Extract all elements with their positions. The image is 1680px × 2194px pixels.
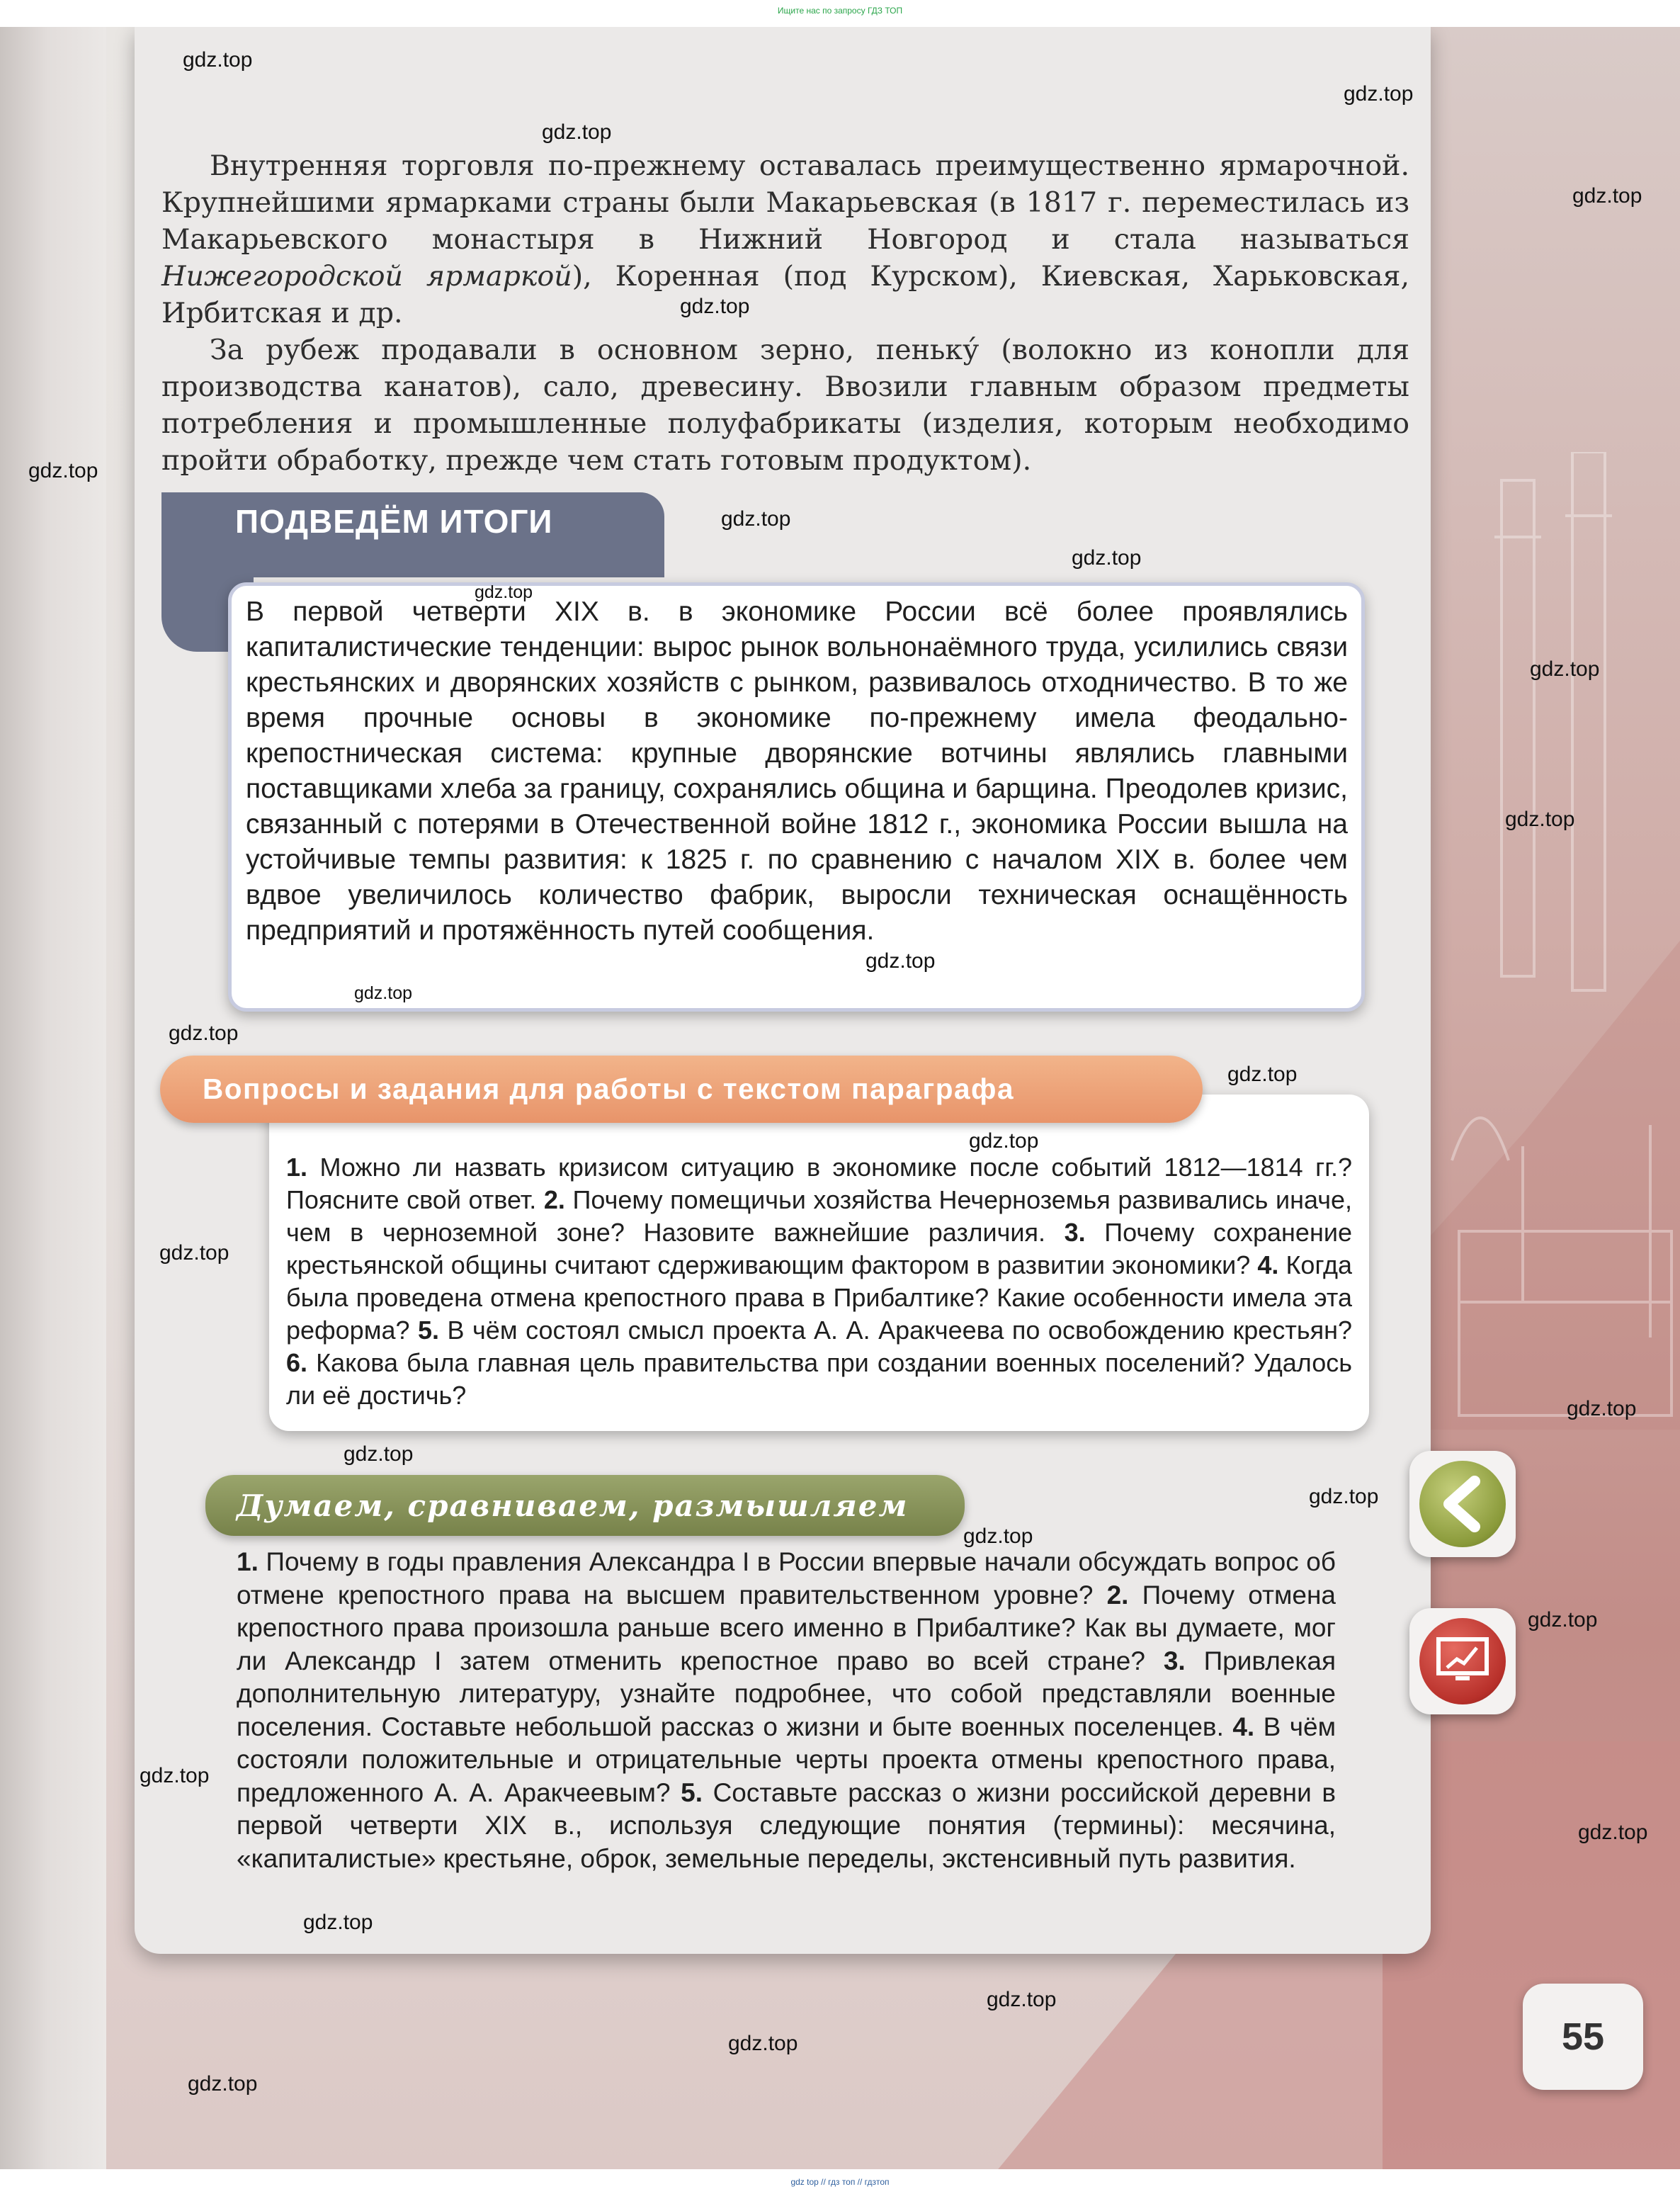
watermark: gdz.top (140, 1764, 210, 1787)
watermark: gdz.top (28, 459, 98, 482)
watermark: gdz.top (183, 48, 253, 72)
watermark: gdz.top (1567, 1397, 1637, 1420)
watermark: gdz.top (969, 1129, 1039, 1153)
watermark: gdz.top (721, 507, 791, 531)
watermark: gdz.top (159, 1241, 229, 1265)
presentation-button[interactable] (1409, 1608, 1516, 1714)
questions-text: 1. Можно ли назвать кризисом ситуацию в экономике после событий 1812—1814 гг.? Поясните свой ответ. 2. Почему помещичьи хозяйства Нечерноземья развивались иначе, чем в черноземной зоне? Назовите важнейшие различия. 3. Почему сохранение крестьянской общины считают сдерживающим фактором в развитии экономики? 4. Когда была проведена отмена крепостного права в Прибалтике? Какие особенности имела эта реформа? 5. В чём состоял смысл проекта А. А. Аракчеева по освобождению крестьян? 6. Какова была главная цель правительства при создании военных поселений? Удалось ли её достичь? (286, 1153, 1352, 1410)
intro-paragraph-1: Внутренняя торговля по-прежнему оставалась преимущественно ярмарочной. Крупнейшими ярмарками страны были Макарьевская (в 1817 г. переместилась из Макарьевского монастыря в Нижний Новгород и стала называться Нижегородской ярмаркой), Коренная (под Курском), Киевская, Харьковская, Ирбитская и др. (161, 149, 1409, 329)
watermark: gdz.top (987, 1988, 1057, 2011)
watermark: gdz.top (344, 1442, 414, 1466)
watermark: gdz.top (1578, 1821, 1648, 1844)
questions-heading-tab (160, 1056, 1203, 1123)
bottom-banner: gdz top // гдз топ // гдзтоп (790, 2177, 890, 2187)
watermark: gdz.top (354, 983, 413, 1003)
watermark: gdz.top (728, 2032, 798, 2055)
intro-paragraph-2: За рубеж продавали в основном зерно, пеньку́ (волокно из конопли для производства канатов), сало, древесину. Ввозили главным образом предметы потребления и промышленные полуфабрикаты (изделия, которым необходимо пройти обработку, прежде чем стать готовым продуктом). (161, 334, 1409, 477)
watermark: gdz.top (303, 1911, 373, 1934)
watermark: gdz.top (865, 949, 936, 973)
summary-text: В первой четверти XIX в. в экономике России всё более проявлялись капиталистические тенденции: вырос рынок вольнонаёмного труда, усилились связи крестьянских и дворянских хозяйств с рынком, развивалось отходничество. В то же время прочные основы в экономике по-прежнему имела феодально-крепостническая система: крупные дворянские вотчины являлись главными поставщиками хлеба за границу, сохранялись община и барщина. Преодолев кризис, связанный с потерями в Отечественной войне 1812 г., экономика России вышла на устойчивые темпы развития: к 1825 г. по сравнению с началом XIX в. более чем вдвое увеличилось количество фабрик, выросли техническая оснащённость предприятий и протяжённость путей сообщения. (246, 596, 1348, 946)
top-banner: Ищите нас по запросу ГДЗ ТОП (777, 6, 903, 16)
monitor-chart-icon (1419, 1618, 1506, 1704)
watermark: gdz.top (475, 582, 533, 602)
watermark: gdz.top (1072, 546, 1142, 570)
watermark: gdz.top (1344, 82, 1414, 106)
back-button[interactable] (1409, 1451, 1516, 1557)
page-number: 55 (1523, 1984, 1643, 2090)
questions-heading: Вопросы и задания для работы с текстом параграфа (203, 1073, 1014, 1105)
watermark: gdz.top (169, 1022, 239, 1045)
watermark: gdz.top (1227, 1063, 1298, 1086)
chevron-left-icon (1419, 1461, 1506, 1547)
watermark: gdz.top (1530, 657, 1600, 681)
summary-box (228, 582, 1365, 1012)
watermark: gdz.top (963, 1525, 1033, 1548)
watermark: gdz.top (1572, 184, 1642, 208)
think-heading: Думаем, сравниваем, размышляем (237, 1488, 909, 1523)
think-heading-tab (205, 1475, 965, 1536)
watermark: gdz.top (188, 2072, 258, 2096)
watermark: gdz.top (1309, 1485, 1379, 1508)
watermark: gdz.top (1528, 1608, 1598, 1632)
watermark: gdz.top (680, 295, 750, 318)
page-gutter (0, 27, 106, 2169)
summary-heading: ПОДВЕДЁМ ИТОГИ (235, 503, 553, 540)
questions-box (269, 1095, 1369, 1431)
watermark: gdz.top (1505, 808, 1575, 831)
summary-heading-tab (161, 492, 664, 577)
think-text: 1. Почему в годы правления Александра I в России впервые начали обсуждать вопрос об отмене крепостного права на высшем правительственном уровне? 2. Почему отмена крепостного права произошла раньше всего именно в Прибалтике? Как вы думаете, мог ли Александр I затем отменить крепостное право во всей стране? 3. Привлекая дополнительную литературу, узнайте подробнее, что собой представляли военные поселения. Составьте небольшой рассказ о жизни и быте военных поселенцев. 4. В чём состояли положительные и отрицательные черты проекта отмены крепостного права, предложенного А. А. Аракчеевым? 5. Составьте рассказ о жизни российской деревни в первой четверти XIX в., используя следующие понятия (термины): месячина, «капиталистые» крестьяне, оброк, земельные переделы, экстенсивный путь развития. (237, 1547, 1336, 1873)
factory-sketch-illustration (1438, 452, 1679, 1444)
watermark: gdz.top (542, 120, 612, 144)
